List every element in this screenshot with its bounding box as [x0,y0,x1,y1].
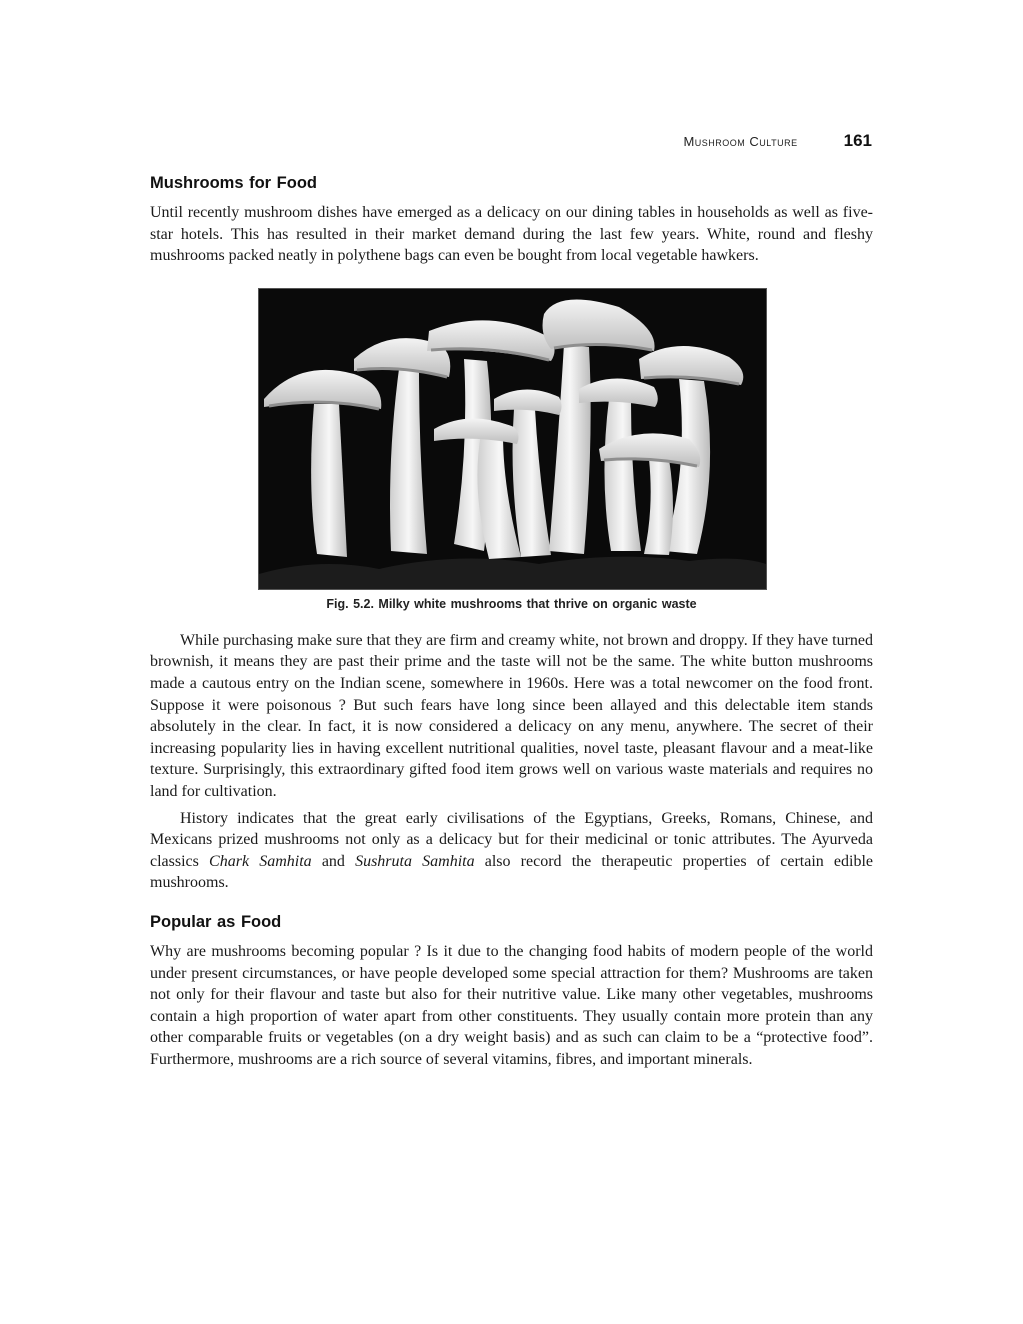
figure-caption: Fig. 5.2. Milky white mushrooms that thrive on organic waste [326,596,697,611]
history-text-part3: also record the therapeutic properties of certain edible mushrooms. [150,852,874,892]
sushruta-samhita-title: Sushruta Samhita [355,852,475,870]
history-text-part1: History indicates that the great early civilisations of the Egyptians, Greeks, Romans, Chinese, and Mexicans prized mushrooms not only as a delicacy but for their medicinal or tonic attributes. The Ayurveda classics [150,809,873,870]
running-title: Mushroom Culture [683,134,798,149]
section-heading-popular-as-food: Popular as Food [150,912,282,931]
popular-paragraph: Why are mushrooms becoming popular ? Is it due to the changing food habits of modern people of the world under present circumstances, or have people developed some special attraction for them? Mushrooms are taken not only for their flavour and taste but also for their nutritive value. Like many other vegetables, mushrooms contain a high proportion of water apart from other constituents. They usually contain more protein than any other comparable fruits or vegetables (on a dry weight basis) and as such can claim to be a “protective food”. Furthermore, mushrooms are a rich source of several vitamins, fibres, and important minerals. [150,942,873,1068]
mushroom-photo [258,288,767,590]
figure [150,288,873,611]
intro-paragraph: Until recently mushroom dishes have emerged as a delicacy on our dining tables in households as well as five-star hotels. This has resulted in their market demand during the last few years. White, round and fleshy mushrooms packed neatly in polythene bags can even be bought from local vegetable hawkers. [150,204,873,265]
running-head [600,131,872,153]
mushroom-illustration [259,289,766,589]
page-number: 161 [843,131,872,150]
page-content [150,174,873,1070]
body-paragraph-history [150,808,873,894]
history-text-part2: and [311,852,356,870]
chark-samhita-title: Chark Samhita [209,852,312,870]
body-paragraph-purchasing: While purchasing make sure that they are firm and creamy white, not brown and droppy. If they have turned brownish, it means they are past their prime and the taste will not be the same. The white button mushrooms made a cautous entry on the Indian scene, somewhere in 1960s. Here was a total newcomer on the food front. Suppose it were poisonous ? But such fears have long since been allayed and this delectable item stands absolutely in the clear. In fact, it is now considered a delicacy on any menu, anywhere. The secret of their increasing popularity lies in having excellent nutritional qualities, novel taste, pleasant flavour and a meat-like texture. Surprisingly, this extraordinary gifted food item grows well on various waste materials and requires no land for cultivation. [150,631,873,800]
section-heading-mushrooms-for-food: Mushrooms for Food [150,174,317,192]
